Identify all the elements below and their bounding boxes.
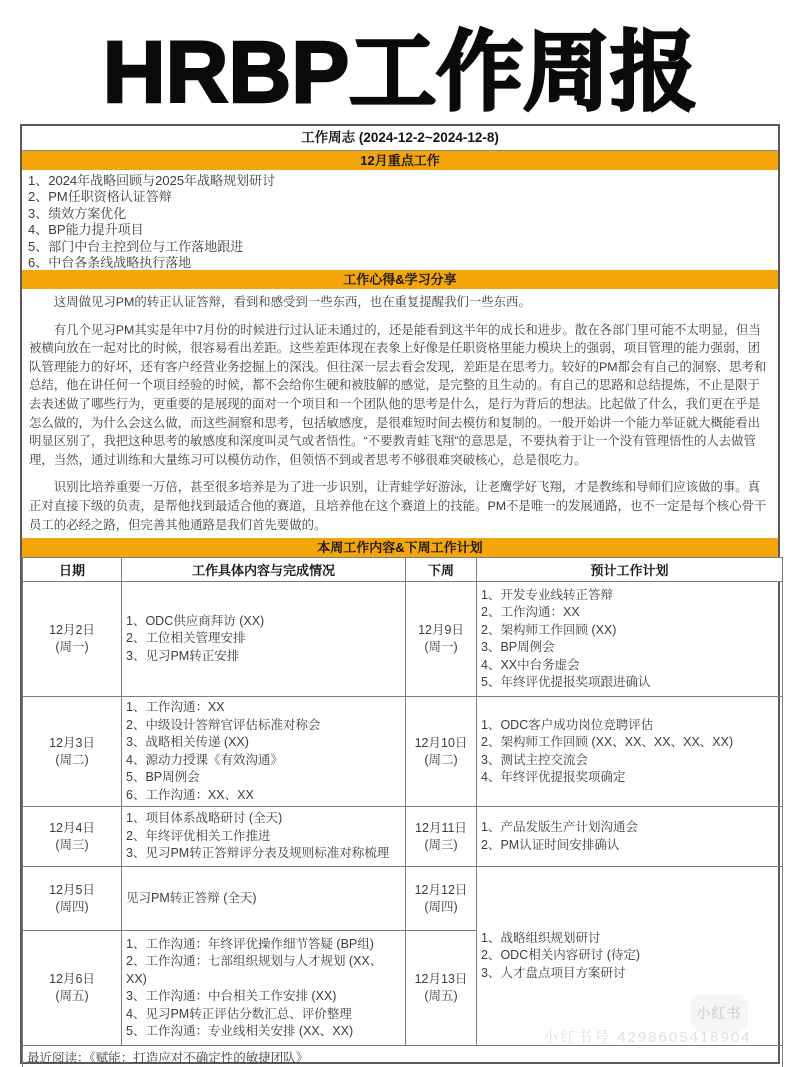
work-cell: 1、工作沟通：XX 2、中级设计答辩官评估标准对称会 3、战略相关传递 (XX) 4、源动力授课《有效沟通》 5、BP周例会 6、工作沟通：XX、XX	[122, 697, 406, 807]
table-row	[23, 867, 783, 931]
insights-paragraph: 识别比培养重要一万倍，甚至很多培养是为了进一步识别，让青蛙学好游泳，让老鹰学好飞翔，才是教练和导师们应该做的事。真正对直接下级的负责，是帮他找到最适合他的赛道，且培养他在这个赛道上的技能。PM不是唯一的发展通路，也不一定是每个核心骨干员工的必经之路，但完善其他通路是我们首先要做的。	[29, 480, 767, 532]
xiaohongshu-id-watermark: 小红书号 4298605418904	[543, 1029, 752, 1046]
report-document	[20, 124, 780, 1064]
column-header-work: 工作具体内容与完成情况	[122, 558, 406, 582]
date-cell: 12月3日 (周二)	[23, 697, 122, 807]
column-header-date: 日期	[23, 558, 122, 582]
next-date-cell: 12月12日 (周四)	[406, 867, 477, 931]
key-work-list	[22, 170, 778, 270]
key-work-item: 2、PM任职资格认证答辩	[28, 189, 172, 205]
next-date-cell: 12月13日 (周五)	[406, 931, 477, 1046]
insights-paragraph: 这周做见习PM的转正认证答辩，看到和感受到一些东西，也在重复提醒我们一些东西。	[53, 295, 531, 309]
work-cell: 1、项目体系战略研讨 (全天) 2、年终评优相关工作推进 3、见习PM转正答辩评分表及规则标准对称梳理	[122, 807, 406, 867]
table-footer-row	[23, 1046, 783, 1067]
plan-cell-merged: 1、战略组织规划研讨 2、ODC相关内容研讨 (待定) 3、人才盘点项目方案研讨	[477, 867, 783, 1046]
recent-reading: 最近阅读：《赋能：打造应对不确定性的敏捷团队》	[23, 1046, 783, 1067]
column-header-plan: 预计工作计划	[477, 558, 783, 582]
plan-cell: 1、ODC客户成功岗位竞聘评估 2、架构师工作回顾 (XX、XX、XX、XX、XX) 3、测试主控交流会 4、年终评优提报奖项确定	[477, 697, 783, 807]
key-work-item: 5、部门中台主控到位与工作落地跟进	[28, 238, 244, 254]
date-cell: 12月5日 (周四)	[23, 867, 122, 931]
date-cell: 12月2日 (周一)	[23, 582, 122, 697]
section-bar-insights: 工作心得&学习分享	[22, 270, 778, 289]
doc-header-title: 工作周志 (2024-12-2~2024-12-8)	[22, 126, 778, 151]
key-work-item: 1、2024年战略回顾与2025年战略规划研讨	[28, 173, 276, 188]
insights-text	[22, 289, 778, 538]
table-row	[23, 807, 783, 867]
next-date-cell: 12月10日 (周二)	[406, 697, 477, 807]
key-work-item: 4、BP能力提升项目	[28, 222, 144, 238]
section-bar-key-work: 12月重点工作	[22, 151, 778, 170]
section-bar-week-plan: 本周工作内容&下周工作计划	[22, 538, 778, 557]
insights-paragraph: 有几个见习PM其实是年中7月份的时候进行过认证未通过的，还是能看到这半年的成长和进步。散在各部门里可能不太明显，但当被横向放在一起对比的时候，很容易看出差距。这些差距体现在表象上好像是任职资格里能力模块上的强弱，项目管理的能力强弱，团队管理能力的好坏，还有客户经营业务挖掘上的深浅。但往深一层去看会发现，差距是在思考力。较好的PM都会有自己的洞察、思考和总结，他在讲任何一个项目经验的时候，都不会给你生硬和被肢解的感觉，是完整的且生动的。有自己的思路和总结提炼，不止是限于去表述做了哪些行为，更重要的是展现的面对一个项目和一个团队他的思考是什么，是行为背后的想法。比起做了什么，我们更在乎是怎么做的，为什么会这么做，而这些洞察和思考，包括敏感度，是很难短时间去模仿和复制的。一般开始讲一个能力举证就大概能看出明显区别了，我把这种思考的敏感度和深度叫灵气或者悟性。“不要教青蛙飞翔”的意思是，不要执着于让一个没有管理悟性的人去做管理，当然，通过训练和大量练习可以模仿动作，但领悟不到或者思考不够很难突破核心，总是很吃力。	[29, 322, 767, 467]
work-cell: 1、ODC供应商拜访 (XX) 2、工位相关管理安排 3、见习PM转正安排	[122, 582, 406, 697]
plan-cell: 1、开发专业线转正答辩 2、工作沟通：XX 2、架构师工作回顾 (XX) 3、BP周例会 4、XX中台务虚会 5、年终评优提报奖项跟进确认	[477, 582, 783, 697]
week-plan-table	[22, 557, 783, 1067]
next-date-cell: 12月11日 (周三)	[406, 807, 477, 867]
table-row	[23, 582, 783, 697]
work-cell: 1、工作沟通：年终评优操作细节答疑 (BP组) 2、工作沟通：七部组织规划与人才规划 (XX、XX) 3、工作沟通：中台相关工作安排 (XX) 4、见习PM转正评估分数汇总、评价整理 5、工作沟通：专业线相关安排 (XX、XX)	[122, 931, 406, 1046]
column-header-next: 下周	[406, 558, 477, 582]
next-date-cell: 12月9日 (周一)	[406, 582, 477, 697]
page-title: HRBP工作周报	[102, 24, 698, 121]
work-cell: 见习PM转正答辩 (全天)	[122, 867, 406, 931]
key-work-item: 6、中台各条线战略执行落地	[28, 255, 192, 271]
date-cell: 12月4日 (周三)	[23, 807, 122, 867]
date-cell: 12月6日 (周五)	[23, 931, 122, 1046]
xiaohongshu-logo-watermark: 小红书	[690, 994, 748, 1032]
plan-cell: 1、产品发版生产计划沟通会 2、PM认证时间安排确认	[477, 807, 783, 867]
table-header-row	[23, 558, 783, 582]
table-row	[23, 697, 783, 807]
key-work-item: 3、绩效方案优化	[28, 205, 127, 221]
